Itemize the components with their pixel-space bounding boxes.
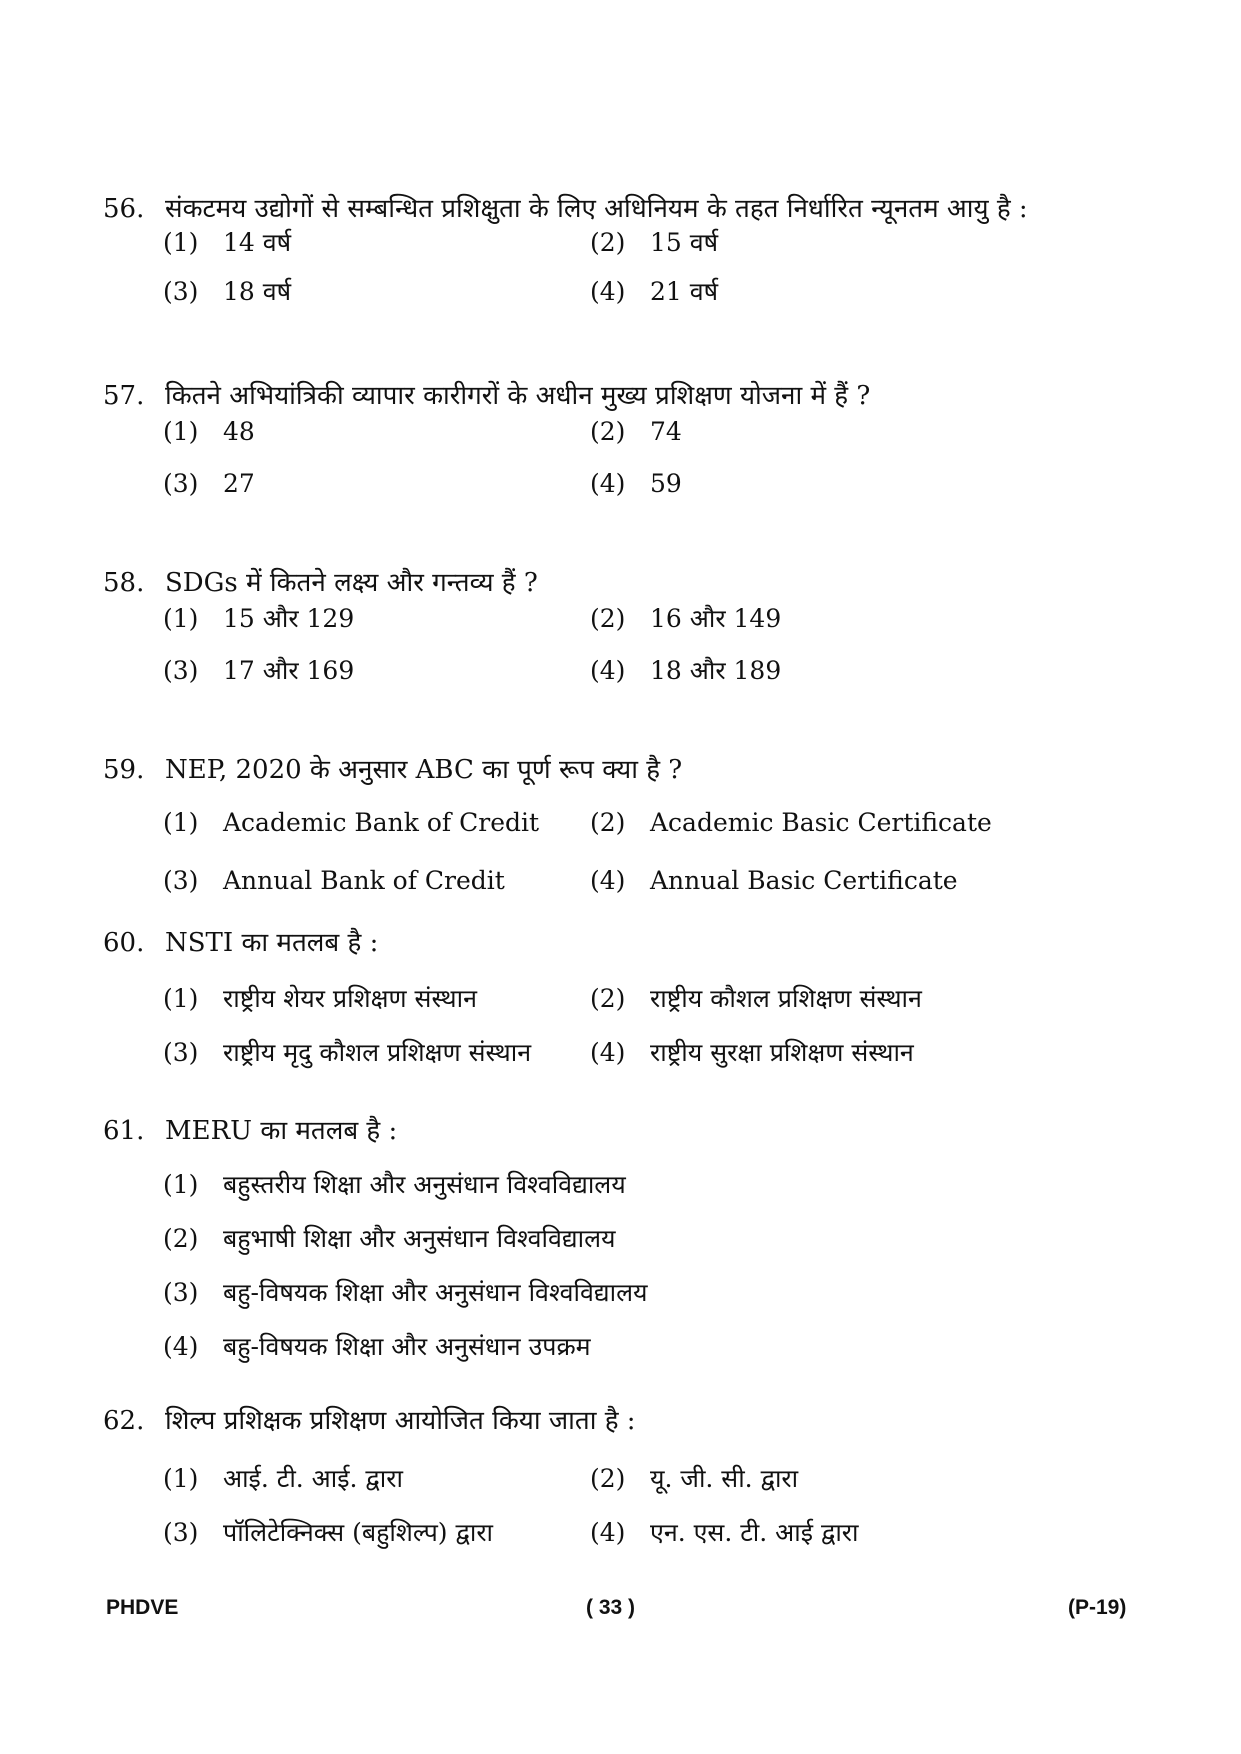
option-3 [163,1280,648,1305]
question-text: शिल्प प्रशिक्षक प्रशिक्षण आयोजित किया जाता है : [165,1406,636,1436]
option-number: (2) [590,1464,626,1493]
question-text: संकटमय उद्योगों से सम्बन्धित प्रशिक्षुता के लिए अधिनियम के तहत निर्धारित न्यूनतम आयु है : [165,194,1028,224]
option-text: राष्ट्रीय सुरक्षा प्रशिक्षण संस्थान [650,1038,914,1067]
question-text: NSTI का मतलब है : [165,928,379,958]
footer-paper-code: PHDVE [106,1596,179,1619]
question-stem [103,1118,397,1144]
question-stem [103,383,870,409]
question-number: 62. [103,1406,145,1436]
option-number: (2) [590,417,626,446]
question-number: 58. [103,568,145,598]
question-stem [103,757,682,783]
option-4 [590,279,718,304]
question-number: 60. [103,928,145,958]
option-number: (4) [163,1332,199,1361]
option-4 [590,658,781,683]
question-stem [103,1408,636,1434]
option-number: (2) [590,604,626,633]
option-number: (4) [590,1038,626,1067]
option-text: बहु-विषयक शिक्षा और अनुसंधान विश्वविद्यालय [223,1278,648,1307]
option-text: एन. एस. टी. आई द्वारा [650,1518,859,1547]
option-number: (4) [590,469,626,498]
option-text: 48 [223,417,255,446]
option-text: Annual Basic Certificate [650,866,958,895]
option-4 [590,1040,914,1065]
option-text: 18 वर्ष [223,277,292,306]
option-text: 17 और 169 [223,656,355,685]
option-1 [163,606,354,631]
option-text: Academic Bank of Credit [223,808,540,837]
option-number: (2) [590,808,626,837]
option-number: (4) [590,866,626,895]
option-2 [590,1466,798,1491]
option-4 [590,471,682,496]
option-text: बहु-विषयक शिक्षा और अनुसंधान उपक्रम [223,1332,591,1361]
option-number: (2) [590,984,626,1013]
option-text: 18 और 189 [650,656,782,685]
option-1 [163,1172,626,1197]
option-text: 59 [650,469,682,498]
option-4 [590,868,958,893]
question-stem [103,196,1028,222]
option-4 [163,1334,591,1359]
question-stem [103,930,378,956]
option-1 [163,230,291,255]
option-2 [590,230,718,255]
option-text: 27 [223,469,255,498]
option-text: 15 और 129 [223,604,355,633]
option-number: (1) [163,1464,199,1493]
option-text: 14 वर्ष [223,228,292,257]
option-3 [163,658,354,683]
question-number: 59. [103,755,145,785]
option-number: (3) [163,1518,199,1547]
option-3 [163,471,255,496]
option-3 [163,1520,493,1545]
option-number: (3) [163,277,199,306]
option-number: (1) [163,417,199,446]
option-1 [163,419,255,444]
option-text: बहुभाषी शिक्षा और अनुसंधान विश्वविद्यालय [223,1224,616,1253]
option-2 [590,419,682,444]
option-text: राष्ट्रीय शेयर प्रशिक्षण संस्थान [223,984,477,1013]
option-3 [163,279,291,304]
option-number: (4) [590,1518,626,1547]
option-number: (1) [163,228,199,257]
option-text: Academic Basic Certificate [650,808,992,837]
option-number: (3) [163,1278,199,1307]
option-text: 21 वर्ष [650,277,719,306]
footer-page-number: ( 33 ) [586,1596,636,1619]
option-text: बहुस्तरीय शिक्षा और अनुसंधान विश्वविद्यालय [223,1170,626,1199]
footer-booklet-code: (P-19) [1068,1596,1127,1619]
option-number: (3) [163,866,199,895]
option-3 [163,868,505,893]
option-text: 74 [650,417,682,446]
question-text: MERU का मतलब है : [165,1116,398,1146]
option-text: यू. जी. सी. द्वारा [650,1464,799,1493]
option-number: (1) [163,1170,199,1199]
option-2 [590,606,781,631]
question-number: 57. [103,381,145,411]
option-2 [590,810,992,835]
option-number: (2) [163,1224,199,1253]
option-number: (2) [590,228,626,257]
option-1 [163,810,539,835]
option-number: (3) [163,469,199,498]
option-2 [590,986,922,1011]
option-number: (3) [163,656,199,685]
option-text: आई. टी. आई. द्वारा [223,1464,403,1493]
option-number: (4) [590,656,626,685]
question-number: 61. [103,1116,145,1146]
option-number: (1) [163,604,199,633]
option-text: Annual Bank of Credit [223,866,505,895]
option-2 [163,1226,616,1251]
question-text: SDGs में कितने लक्ष्य और गन्तव्य हैं ? [165,568,538,598]
question-stem [103,570,538,596]
option-text: राष्ट्रीय मृदु कौशल प्रशिक्षण संस्थान [223,1038,532,1067]
option-text: 16 और 149 [650,604,782,633]
option-3 [163,1040,531,1065]
option-text: राष्ट्रीय कौशल प्रशिक्षण संस्थान [650,984,922,1013]
option-number: (3) [163,1038,199,1067]
question-text: NEP, 2020 के अनुसार ABC का पूर्ण रूप क्या है ? [165,755,683,785]
option-text: 15 वर्ष [650,228,719,257]
option-number: (1) [163,984,199,1013]
option-4 [590,1520,859,1545]
option-number: (1) [163,808,199,837]
option-1 [163,986,477,1011]
option-text: पॉलिटेक्निक्स (बहुशिल्प) द्वारा [223,1518,494,1547]
question-text: कितने अभियांत्रिकी व्यापार कारीगरों के अधीन मुख्य प्रशिक्षण योजना में हैं ? [165,381,871,411]
option-number: (4) [590,277,626,306]
option-1 [163,1466,403,1491]
question-number: 56. [103,194,145,224]
